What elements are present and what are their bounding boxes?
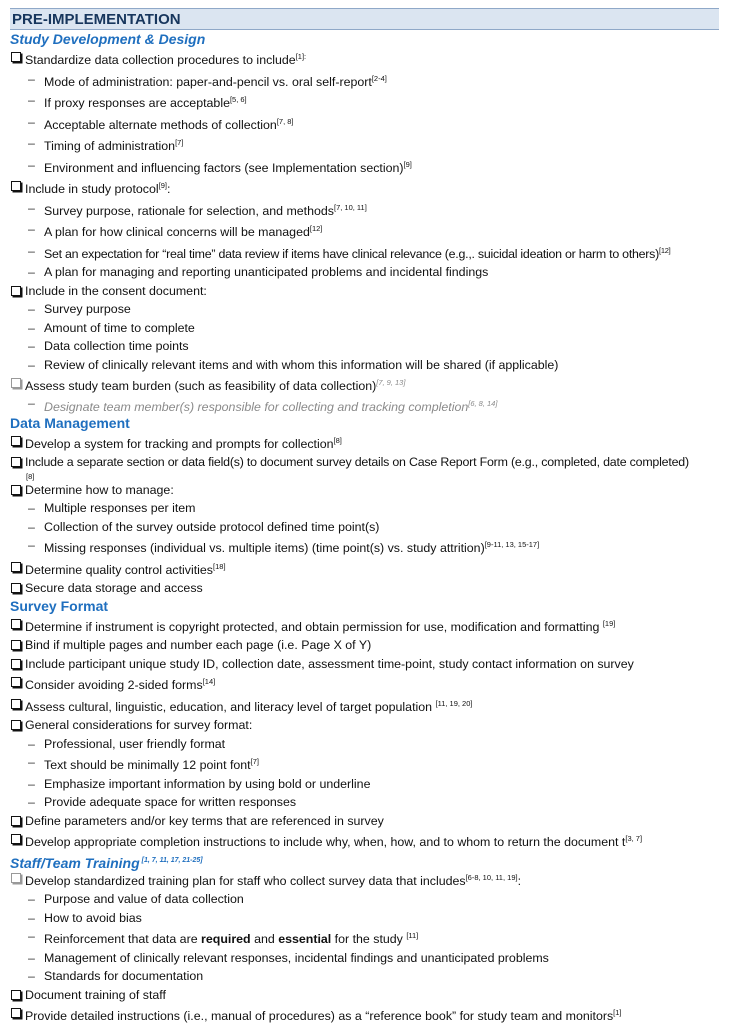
sub-item: – Collection of the survey outside protocol defined time point(s) [28,519,380,534]
checklist-item: Include participant unique study ID, collection date, assessment time-point, study contact information on survey [10,655,719,674]
sub-item: – Management of clinically relevant responses, incidental findings and unanticipated problems [28,950,549,965]
sub-item: – Environment and influencing factors (see Implementation section)[9] [28,157,412,175]
page-title: PRE-IMPLEMENTATION [10,8,719,30]
sub-item: – A plan for managing and reporting unanticipated problems and incidental findings [28,265,489,279]
sub-item: – Amount of time to complete [28,320,195,335]
checkbox[interactable] [11,834,21,844]
checkbox[interactable] [11,457,21,467]
sub-item: – Standards for documentation [28,969,204,983]
sub-item: – Review of clinically relevant items and with whom this information will be shared (if applicable) [28,357,559,372]
checkbox[interactable] [11,873,21,883]
checklist-item: Develop appropriate completion instructions to include why, when, how, and to whom to return the document t[3, 7] [10,830,719,852]
checklist-item: General considerations for survey format: [10,716,719,735]
checklist-item: Consider avoiding 2-sided forms[14] [10,673,719,695]
checkbox[interactable] [11,52,21,62]
sub-item: – Acceptable alternate methods of collection[7, 8] [28,114,294,132]
reference-note: [8] [26,471,35,481]
checklist-item: Standardize data collection procedures to include$^{[1]:}$ [10,48,719,70]
sub-item: – Text should be minimally 12 point font[7] [28,755,259,772]
checklist-item: Define parameters and/or key terms that are referenced in survey [10,812,719,831]
section-heading-survey-format: Survey Format [10,597,109,614]
sub-item: – Data collection time points [28,339,189,353]
checkbox[interactable] [11,562,21,572]
sub-item: – Survey purpose, rationale for selection, and methods[7, 10, 11] [28,200,367,218]
checklist-item: Develop standardized training plan for staff who collect survey data that includes[6-8, 10, 11, 19]: [10,869,719,891]
section-heading-staff-training: Staff/Team Training [1, 7, 11, 17, 21-25] [10,854,203,871]
checkbox[interactable] [11,677,21,687]
checkbox[interactable] [11,378,21,388]
checklist-item: Document training of staff [10,986,719,1005]
sub-item: – Mode of administration: paper-and-pencil vs. oral self-report[2-4] [28,71,387,89]
checklist-item: Assess cultural, linguistic, education, and literacy level of target population [11, 19, 20] [10,695,719,717]
sub-item: – How to avoid bias [28,910,142,925]
checklist-item: Provide detailed instructions (i.e., manual of procedures) as a “reference book” for study team and monitors[1] [10,1004,719,1026]
section-heading-data-management: Data Management [10,414,130,431]
checklist-item: Determine how to manage: [10,481,719,500]
checkbox[interactable] [11,619,21,629]
sub-item: – Provide adequate space for written responses [28,795,297,809]
checkbox[interactable] [11,181,21,191]
checklist-item: Bind if multiple pages and number each page (i.e. Page X of Y) [10,636,719,655]
checkbox[interactable] [11,699,21,709]
section-heading-study-development: Study Development & Design [10,31,206,47]
checklist-item: Secure data storage and access [10,579,719,598]
sub-item: – Timing of administration[7] [28,136,184,153]
checklist-item: Determine if instrument is copyright protected, and obtain permission for use, modification and formatting [19] [10,615,719,637]
checklist-item: Assess study team burden (such as feasibility of data collection)[7, 9, 13] [10,374,719,396]
sub-item: – Purpose and value of data collection [28,892,244,906]
checklist-item: Include in the consent document: [10,282,719,301]
checkbox[interactable] [11,436,21,446]
checkbox[interactable] [11,286,21,296]
sub-item: – Designate team member(s) responsible for collecting and tracking completion[6, 8, 14] [28,395,498,414]
checkbox[interactable] [11,659,21,669]
checkbox[interactable] [11,640,21,650]
checklist-item: Include a separate section or data field(s) to document survey details on Case Report Form (e.g., completed, date completed) [10,453,719,472]
sub-item: – Set an expectation for “real time” data review if items have clinical relevance (e.g.,. suicidal ideation or harm to others)[12] [28,243,671,261]
checkbox[interactable] [11,990,21,1000]
checkbox[interactable] [11,583,21,593]
checkbox[interactable] [11,485,21,495]
checkbox[interactable] [11,720,21,730]
sub-item: – Survey purpose [28,302,131,316]
checkbox[interactable] [11,816,21,826]
sub-item: – If proxy responses are acceptable[5, 6] [28,93,247,110]
checklist-item: Determine quality control activities[18] [10,558,719,580]
checklist-item: Develop a system for tracking and prompts for collection[8] [10,432,719,454]
sub-item: – Reinforcement that data are required and essential for the study [11] [28,929,419,946]
sub-item: – A plan for how clinical concerns will be managed[12] [28,222,323,239]
sub-item: – Multiple responses per item [28,501,196,515]
sub-item: – Emphasize important information by using bold or underline [28,776,371,791]
checklist-item: Include in study protocol[9]: [10,177,719,199]
sub-item: – Missing responses (individual vs. multiple items) (time point(s) vs. study attrition)[9-11, 13, 15-17] [28,538,540,555]
sub-item: – Professional, user friendly format [28,736,226,751]
checkbox[interactable] [11,1008,21,1018]
